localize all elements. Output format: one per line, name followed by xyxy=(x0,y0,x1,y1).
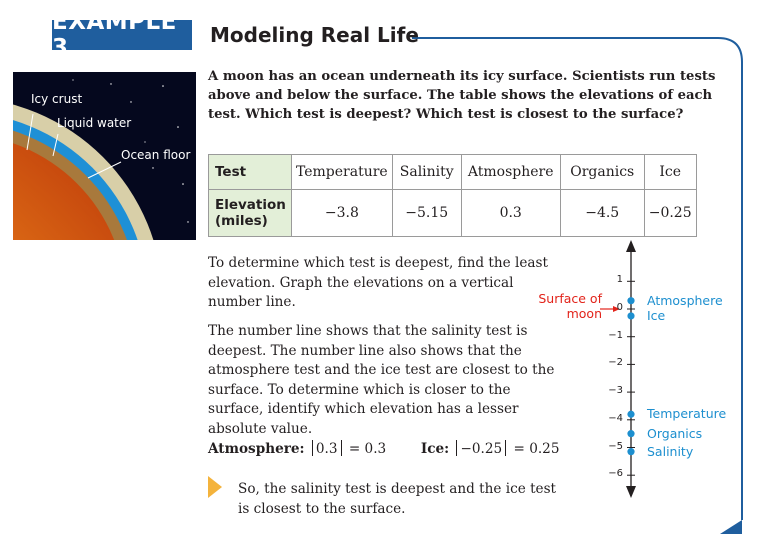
liquid-water-label: Liquid water xyxy=(57,116,132,130)
surface-label xyxy=(520,291,602,321)
atmosphere-abs-inner: 0.3 xyxy=(315,441,338,457)
tick-label: −5 xyxy=(608,440,623,452)
surface-label-line2: moon xyxy=(566,306,602,321)
atmosphere-abs-result: = 0.3 xyxy=(348,441,387,457)
point-salinity xyxy=(627,448,634,455)
moon-figure xyxy=(13,72,196,240)
elevation-table xyxy=(208,154,697,237)
vertical-number-line xyxy=(560,236,760,506)
number-line-down-arrow-icon xyxy=(626,486,636,498)
point-label-organics: Organics xyxy=(647,425,703,441)
absolute-value-comparison xyxy=(208,440,559,457)
surface-label-line1: Surface of xyxy=(538,291,602,306)
point-ice xyxy=(627,312,634,319)
point-organics xyxy=(627,430,634,437)
table-row-elevations xyxy=(209,190,697,237)
elevation-salinity: −5.15 xyxy=(392,190,461,237)
ice-abs-result: = 0.25 xyxy=(513,441,560,457)
table-row-tests xyxy=(209,155,697,190)
elevation-temperature: −3.8 xyxy=(292,190,393,237)
table-header-test: Test xyxy=(209,155,292,190)
test-temperature: Temperature xyxy=(292,155,393,190)
elevation-ice: −0.25 xyxy=(644,190,696,237)
icy-crust-label: Icy crust xyxy=(31,92,83,106)
point-label-ice: Ice xyxy=(647,307,666,323)
tick-label: 1 xyxy=(616,274,623,286)
problem-statement: A moon has an ocean underneath its icy surface. Scientists run tests above and below the surface. The table shows the elevations of each test. Which test is deepest? Which test is closest to the surface? xyxy=(208,69,716,122)
tick-label: −6 xyxy=(608,468,623,480)
atmosphere-eq-label: Atmosphere: xyxy=(208,441,305,457)
ocean-floor-label: Ocean floor xyxy=(121,148,191,162)
tick-label: 0 xyxy=(616,302,623,313)
tick-label: −4 xyxy=(608,412,623,424)
table-header-elevation xyxy=(209,190,292,237)
conclusion-arrow-icon xyxy=(208,476,222,498)
test-ice: Ice xyxy=(644,155,696,190)
explanation-paragraph-1: To determine which test is deepest, find the least elevation. Graph the elevations on a vertical number line. xyxy=(208,255,548,310)
elevation-header-line2: (miles) xyxy=(215,213,268,229)
tick-label: −3 xyxy=(608,385,623,397)
test-atmosphere: Atmosphere xyxy=(461,155,560,190)
explanation-paragraph-2: The number line shows that the salinity test is deepest. The number line also shows that the atmosphere test and the ice test are closest to the surface. To determine which is closer to the surface, identify which elevation has a lesser absolute value. xyxy=(208,323,555,437)
elevation-organics: −4.5 xyxy=(560,190,644,237)
elevation-atmosphere: 0.3 xyxy=(461,190,560,237)
point-atmosphere xyxy=(627,297,634,304)
point-label-atmosphere: Atmosphere xyxy=(647,292,723,308)
point-label-temperature: Temperature xyxy=(647,406,727,422)
number-line-up-arrow-icon xyxy=(626,240,636,252)
elevation-header-line1: Elevation xyxy=(215,197,286,213)
test-organics: Organics xyxy=(560,155,644,190)
point-label-salinity: Salinity xyxy=(647,443,694,459)
test-salinity: Salinity xyxy=(392,155,461,190)
point-temperature xyxy=(627,411,634,418)
tick-label: −1 xyxy=(608,329,623,341)
tick-label: −2 xyxy=(608,357,623,369)
ice-eq-label: Ice: xyxy=(420,441,450,457)
example-title: Modeling Real Life xyxy=(210,23,419,47)
conclusion-text: So, the salinity test is deepest and the ice test is closest to the surface. xyxy=(238,481,557,517)
example-badge: EXAMPLE 3 xyxy=(52,20,192,50)
ice-abs-inner: −0.25 xyxy=(460,441,503,457)
